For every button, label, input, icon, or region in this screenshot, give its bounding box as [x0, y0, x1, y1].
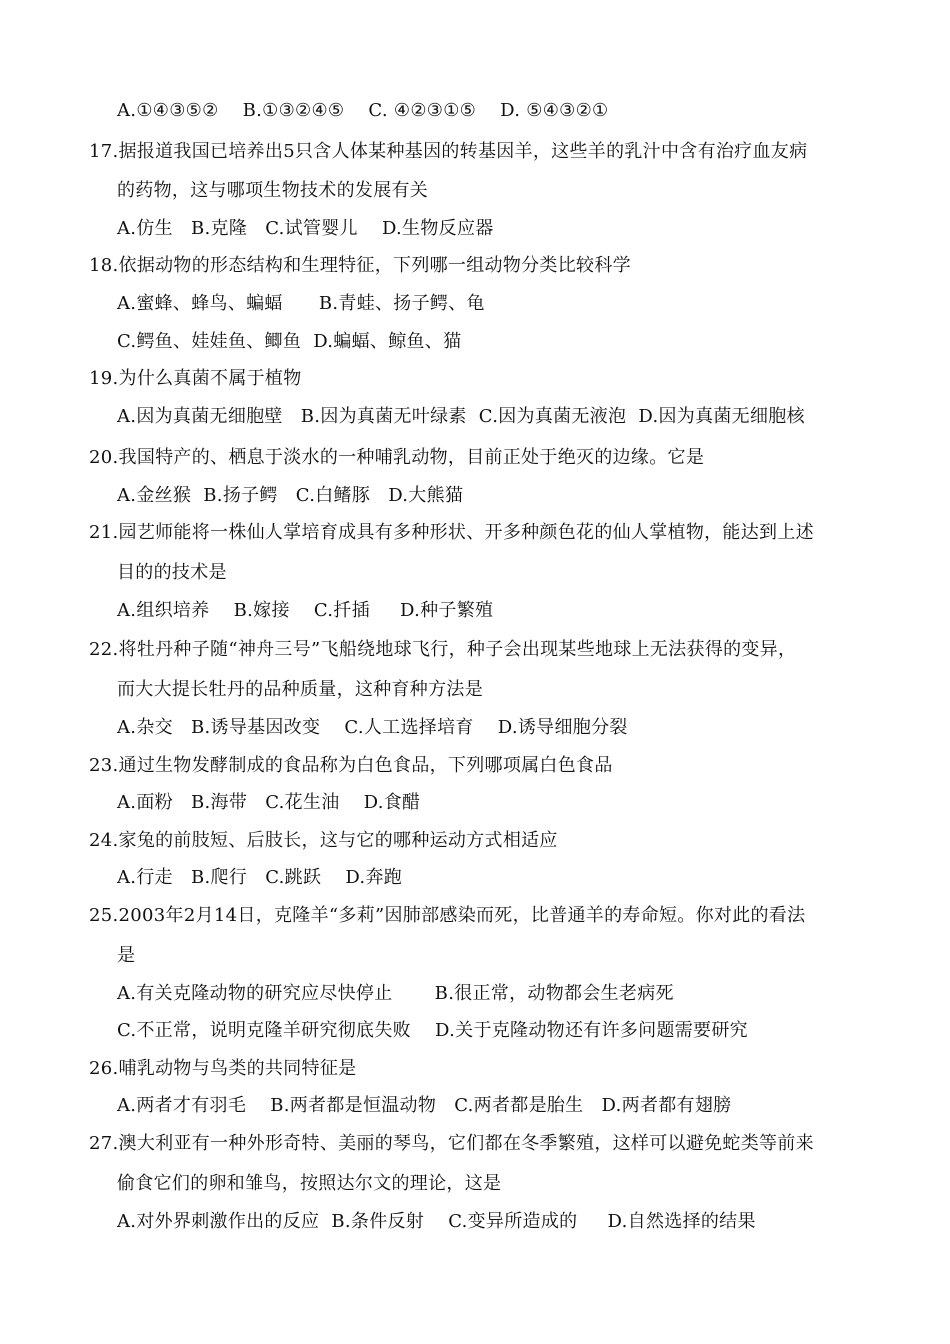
q26-options: A.两者才有羽毛 B.两者都是恒温动物 C.两者都是胎生 D.两者都有翅膀	[117, 1095, 732, 1116]
q24-stem: 24.家兔的前肢短、后肢长，这与它的哪种运动方式相适应	[89, 830, 558, 851]
q20-stem: 20.我国特产的、栖息于淡水的一种哺乳动物，目前正处于绝灭的边缘。它是	[89, 447, 705, 468]
q21-stem: 21.园艺师能将一株仙人掌培育成具有多种形状、开多种颜色花的仙人掌植物，能达到上述	[89, 522, 814, 543]
q17-options: A.仿生 B.克隆 C.试管婴儿 D.生物反应器	[117, 218, 494, 239]
q23-stem: 23.通过生物发酵制成的食品称为白色食品，下列哪项属白色食品	[89, 755, 613, 776]
q20-options: A.金丝猴 B.扬子鳄 C.白鳍豚 D.大熊猫	[117, 485, 464, 506]
q27-stem-cont: 偷食它们的卵和雏鸟，按照达尔文的理论，这是	[117, 1173, 502, 1194]
q25-stem: 25.2003年2月14日，克隆羊“多莉”因肺部感染而死，比普通羊的寿命短。你对此的看法	[89, 905, 806, 926]
q17-stem: 17.据报道我国已培养出5只含人体某种基因的转基因羊，这些羊的乳汁中含有治疗血友病	[89, 141, 808, 162]
q18-options-cd: C.鳄鱼、娃娃鱼、鲫鱼 D.蝙蝠、鲸鱼、猫	[117, 331, 462, 352]
q21-stem-cont: 目的的技术是	[117, 562, 227, 583]
q25-stem-cont: 是	[117, 945, 136, 966]
q24-options: A.行走 B.爬行 C.跳跃 D.奔跑	[117, 867, 403, 888]
q26-stem: 26.哺乳动物与鸟类的共同特征是	[89, 1058, 357, 1079]
q27-options: A.对外界刺激作出的反应 B.条件反射 C.变异所造成的 D.自然选择的结果	[117, 1211, 756, 1232]
q17-stem-cont: 的药物，这与哪项生物技术的发展有关	[117, 180, 429, 201]
q19-stem: 19.为什么真菌不属于植物	[89, 368, 302, 389]
q18-options-ab: A.蜜蜂、蜂鸟、蝙蝠 B.青蛙、扬子鳄、龟	[117, 293, 485, 314]
q25-options-ab: A.有关克隆动物的研究应尽快停止 B.很正常，动物都会生老病死	[117, 983, 674, 1004]
q22-stem-cont: 而大大提长牡丹的品种质量，这种育种方法是	[117, 679, 483, 700]
q16-options: A.①④③⑤② B.①③②④⑤ C. ④②③①⑤ D. ⑤④③②①	[117, 100, 609, 121]
q23-options: A.面粉 B.海带 C.花生油 D.食醋	[117, 792, 421, 813]
q22-options: A.杂交 B.诱导基因改变 C.人工选择培育 D.诱导细胞分裂	[117, 717, 628, 738]
q18-stem: 18.依据动物的形态结构和生理特征，下列哪一组动物分类比较科学	[89, 255, 631, 276]
q25-options-cd: C.不正常，说明克隆羊研究彻底失败 D.关于克隆动物还有许多问题需要研究	[117, 1020, 748, 1041]
q21-options: A.组织培养 B.嫁接 C.扦插 D.种子繁殖	[117, 600, 494, 621]
q27-stem: 27.澳大利亚有一种外形奇特、美丽的琴鸟，它们都在冬季繁殖，这样可以避免蛇类等前来	[89, 1133, 814, 1154]
q19-options: A.因为真菌无细胞壁 B.因为真菌无叶绿素 C.因为真菌无液泡 D.因为真菌无细胞核	[117, 406, 805, 427]
q22-stem: 22.将牡丹种子随“神舟三号”飞船绕地球飞行，种子会出现某些地球上无法获得的变异，	[89, 639, 797, 660]
